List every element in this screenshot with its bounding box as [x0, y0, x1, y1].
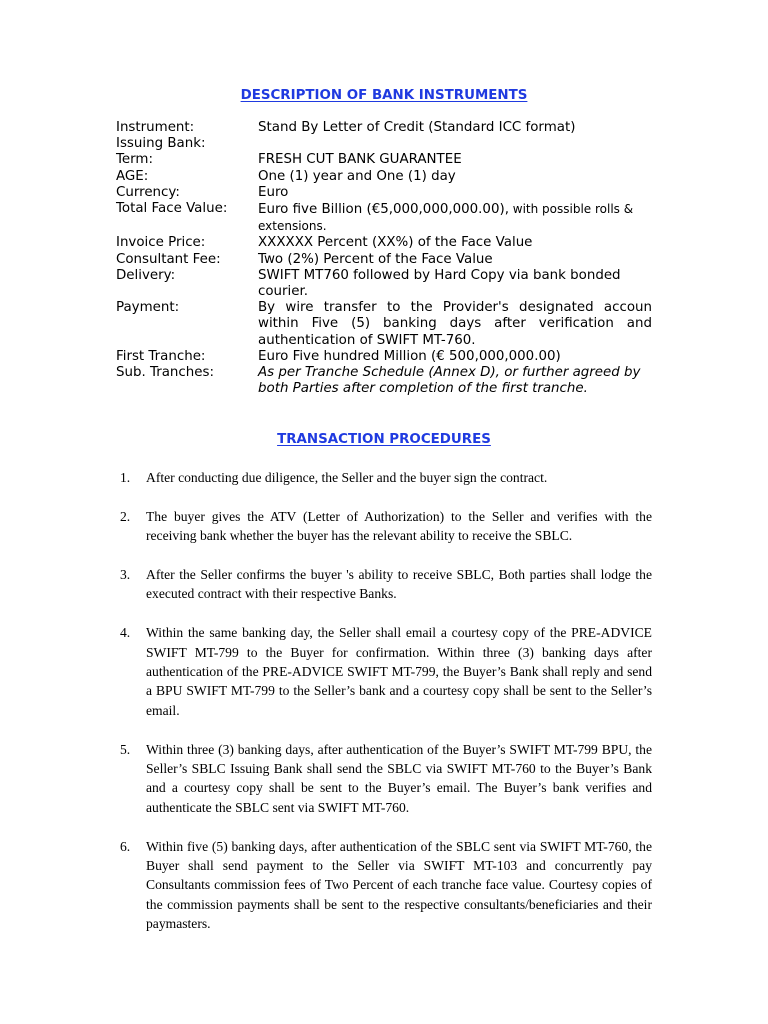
spec-row-first-tranche [116, 349, 652, 365]
procedure-list [120, 468, 652, 953]
spec-row-term [116, 152, 652, 168]
procedure-item [120, 623, 652, 720]
procedure-number: 4. [120, 625, 131, 641]
spec-row-sub-tranches [116, 365, 652, 397]
spec-value-main: Euro five Billion (€5,000,000,000.00), [258, 202, 509, 218]
procedure-number: 3. [120, 567, 131, 582]
spec-row-total-face-value [116, 201, 652, 235]
procedure-number: 6. [120, 838, 131, 854]
procedure-number: 5. [120, 741, 131, 757]
procedure-text: Within the same banking day, the Seller shall email a courtesy copy of the PRE-ADVICE SWIFT MT-799 to the Buyer for confirmation. Within three (3) banking days after authentication of the PRE-ADVICE SWIFT MT-799, the Buyer’s Bank shall reply and send a BPU SWIFT MT-799 to the Seller’s bank and a courtesy copy shall be sent to the Seller’s email. [146, 625, 652, 718]
spec-value: Stand By Letter of Credit (Standard ICC format) [258, 120, 576, 135]
spec-value: By wire transfer to the Provider's designated accoun within Five (5) banking days after verification and authentication of SWIFT MT-760. [258, 300, 652, 348]
procedure-text: Within five (5) banking days, after authentication of the SBLC sent via SWIFT MT-760, the Buyer shall send payment to the Seller via SWIFT MT-103 and concurrently pay Consultants commission fees of Two Percent of each tranche face value. Courtesy copies of the commission payments shall be sent to the respective consultants/beneficiaries and their paymasters. [146, 838, 652, 932]
section-heading-transaction-procedures: TRANSACTION PROCEDURES [277, 432, 491, 447]
spec-value: XXXXXX Percent (XX%) of the Face Value [258, 235, 533, 251]
procedure-text: After the Seller confirms the buyer 's ability to receive SBLC, Both parties shall lodge the executed contract with their respective Banks. [146, 567, 652, 602]
spec-row-delivery [116, 268, 652, 300]
spec-value [258, 136, 652, 152]
spec-label: Sub. Tranches: [116, 365, 214, 381]
spec-value: Euro [258, 184, 289, 200]
procedure-number: 2. [120, 508, 131, 524]
procedure-item [120, 740, 652, 818]
spec-label: Currency: [116, 184, 180, 200]
procedure-text: The buyer gives the ATV (Letter of Authorization) to the Seller and verifies with the receiving bank whether the buyer has the relevant ability to receive the SBLC. [146, 508, 652, 544]
spec-row-invoice-price [116, 235, 652, 251]
spec-value: Two (2%) Percent of the Face Value [258, 251, 493, 267]
procedure-item [120, 468, 652, 487]
spec-value: One (1) year and One (1) day [258, 168, 456, 184]
procedure-text: Within three (3) banking days, after authentication of the Buyer’s SWIFT MT-799 BPU, the Seller’s SBLC Issuing Bank shall send the SBLC via SWIFT MT-760 to the Buyer’s Bank and a courtesy copy shall be sent to the Buyer’s email. The Buyer’s bank verifies and authenticate the SBLC sent via SWIFT MT-760. [146, 741, 652, 815]
spec-row-issuing-bank [116, 136, 652, 152]
spec-label: Invoice Price: [116, 235, 206, 251]
spec-label: Total Face Value: [116, 201, 228, 217]
spec-label: First Tranche: [116, 348, 206, 364]
spec-label: Delivery: [116, 267, 176, 283]
spec-value: FRESH CUT BANK GUARANTEE [258, 152, 462, 168]
spec-value: SWIFT MT760 followed by Hard Copy via bank bonded courier. [258, 267, 621, 300]
spec-row-payment [116, 300, 652, 349]
procedure-item [120, 565, 652, 604]
spec-label: AGE: [116, 168, 149, 184]
spec-value-note: with possible rolls & extensions. [258, 202, 634, 234]
spec-value: Euro Five hundred Million (€ 500,000,000.00) [258, 348, 561, 364]
spec-label: Payment: [116, 300, 180, 316]
spec-row-instrument [116, 120, 652, 136]
spec-value: As per Tranche Schedule (Annex D), or further agreed by both Parties after completion of the first tranche. [258, 365, 641, 397]
spec-value [258, 201, 652, 235]
section-heading-bank-instruments: DESCRIPTION OF BANK INSTRUMENTS [240, 88, 528, 103]
spec-label: Consultant Fee: [116, 251, 221, 267]
procedure-text: After conducting due diligence, the Seller and the buyer sign the contract. [146, 470, 548, 485]
spec-label: Issuing Bank: [116, 136, 206, 152]
spec-row-age [116, 169, 652, 185]
spec-row-currency [116, 185, 652, 201]
procedure-item [120, 507, 652, 546]
spec-row-consultant-fee [116, 252, 652, 268]
spec-label: Instrument: [116, 120, 195, 135]
instrument-spec-list [116, 120, 652, 397]
procedure-number: 1. [120, 470, 131, 485]
procedure-item [120, 837, 652, 934]
spec-label: Term: [116, 152, 153, 168]
